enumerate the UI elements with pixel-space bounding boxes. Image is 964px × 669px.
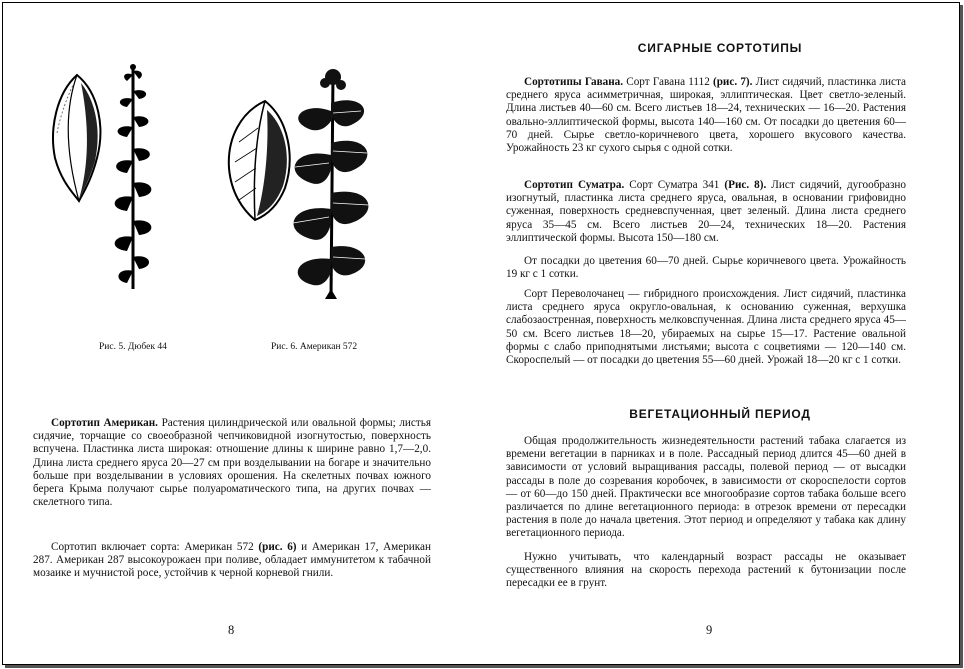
sumatra-text-a: Сорт Суматра 341 bbox=[624, 179, 725, 191]
figure-5-plant bbox=[103, 61, 163, 291]
varieties-text-b: и Американ 17, Американ 287. Американ 287 высокоурожаен при поливе, обладает иммунитетом к табачной мозаике и мучнистой росе, устойчив к черной корневой гнили. bbox=[33, 541, 431, 580]
page-right bbox=[481, 3, 959, 664]
page-number-right: 9 bbox=[706, 623, 713, 637]
sumatra-text-b: Лист сидячий, дугообразно изогнутый, пластинка листа среднего яруса, овальная, в основании грифовидно суженная, поверхность средневспученная, цвет зеленый. Длина листа среднего яруса 35—45 см. Всего листьев 20—24, технических 18—20. Растения эллиптической формы. Высота 150—180 см. bbox=[506, 179, 906, 244]
paragraph-amerikan-varieties bbox=[33, 541, 431, 581]
page-left bbox=[3, 3, 481, 664]
book-spread bbox=[2, 2, 960, 665]
page-number-left: 8 bbox=[228, 623, 235, 637]
sortotip-havana-heading: Сортотипы Гавана. bbox=[524, 76, 624, 88]
paragraph-amerikan-text: Растения цилиндрической или овальной формы; листья сидячие, торчащие со своеобразной чепчиковидной изогнутостью, поверхность вспучена. Пластинка листа широкая: отношение длины к ширине равно 1,7—2,0. Длина листа среднего яруса 20—27 см при возделывании на богаре и значительно больше при возделывании в условиях орошения. На скелетных почвах южного берега Крыма получают сырье полуароматического типа, на других почвах — скелетного типа. bbox=[33, 417, 431, 509]
figure-5-leaf bbox=[47, 73, 107, 203]
figure-6-ref: (рис. 6) bbox=[258, 541, 297, 553]
figure-6-caption: Рис. 6. Американ 572 bbox=[271, 342, 358, 352]
paragraph-amerikan bbox=[33, 417, 431, 509]
figure-8-ref: (Рис. 8). bbox=[724, 179, 767, 191]
sortotip-sumatra-heading: Сортотип Суматра. bbox=[524, 179, 625, 191]
figure-5-caption: Рис. 5. Дюбек 44 bbox=[99, 342, 167, 352]
paragraph-havana bbox=[506, 76, 906, 155]
figure-6-plant bbox=[281, 63, 381, 303]
figure-7-ref: (рис. 7). bbox=[712, 76, 753, 88]
sortotip-amerikan-heading: Сортотип Американ. bbox=[51, 417, 158, 429]
paragraph-sumatra-yield: От посадки до цветения 60—70 дней. Сырье коричневого цвета. Урожайность 19 кг с 1 сотки. bbox=[506, 255, 906, 281]
paragraph-vegetation-1: Общая продолжительность жизнедеятельности растений табака слагается из времени вегетации в парниках и в поле. Рассадный период длится 45—60 дней в зависимости от условий выращивания рассады, полевой период — от высадки рассады в поле до созревания коробочек, в зависимости от скороспелости сортов — от 60—до 150 дней. Практически все многообразие сортов табака больше всего различается по длине вегетационного периода: в отрезок времени от пересадки растения в поле до начала цветения. Этот период и определяют у табака как длину вегетационного периода. bbox=[506, 435, 906, 540]
havana-text-b: Лист сидячий, пластинка листа среднего яруса асимметричная, широкая, эллиптическая. Цвет светло-зеленый. Длина листьев 40—60 см. Всего листьев 18—24, технических — 16—20. Растения овально-эллиптической формы, высота 140—160 см. От посадки до цветения 60—70 дней. Сырье светло-коричневого цвета, хорошего вкусового качества. Урожайность 23 кг сухого сырья с одной сотки. bbox=[506, 76, 906, 155]
varieties-text-a: Сортотип включает сорта: Американ 572 bbox=[51, 541, 259, 553]
paragraph-perevolochanets: Сорт Переволочанец — гибридного происхождения. Лист сидячий, пластинка листа среднего яруса округло-овальная, к основанию суженная, верхушка слабозаостренная, поверхность мелковспученная. Длина листа среднего яруса 45—50 см. Всего листьев 18—20, убираемых на сырье 15—17. Растение овальной формы с слабо приподнятыми листьями; высота с соцветиями — 120—140 см. Скороспелый — от посадки до цветения 55—60 дней. Урожай 18—20 кг с 1 сотки. bbox=[506, 288, 906, 367]
section-title-cigar: СИГАРНЫЕ СОРТОТИПЫ bbox=[637, 41, 803, 55]
section-title-vegetation: ВЕГЕТАЦИОННЫЙ ПЕРИОД bbox=[629, 407, 811, 421]
paragraph-sumatra bbox=[506, 179, 906, 245]
paragraph-vegetation-2: Нужно учитывать, что календарный возраст рассады не оказывает существенного влияния на скорость перехода растений к бутонизации после пересадки ее в грунт. bbox=[506, 551, 906, 590]
havana-text-a: Сорт Гавана 1112 bbox=[623, 76, 713, 88]
